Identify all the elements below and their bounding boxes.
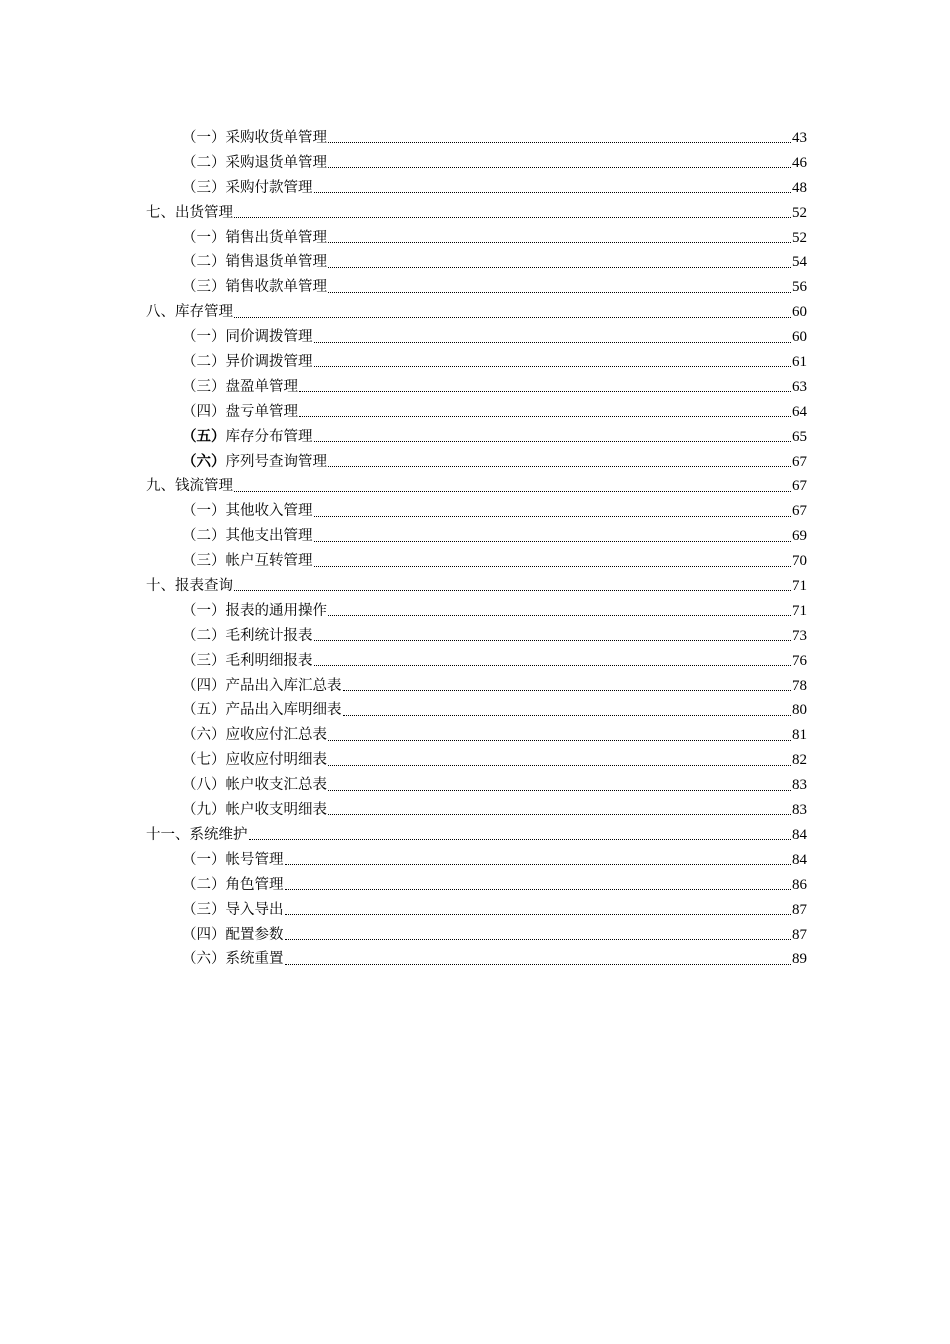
toc-page-number: 84 xyxy=(792,826,807,843)
toc-page-number: 46 xyxy=(792,154,807,171)
toc-section-entry[interactable] xyxy=(146,350,807,375)
toc-entry-title: 序列号查询管理 xyxy=(225,453,327,470)
toc-entry-title: 角色管理 xyxy=(225,876,284,893)
toc-entry-number: （二） xyxy=(182,154,226,171)
toc-dot-leader xyxy=(328,604,791,618)
toc-entry-number: （三） xyxy=(182,901,226,918)
toc-entry-title: 盘亏单管理 xyxy=(225,403,298,420)
toc-chapter-entry[interactable] xyxy=(146,300,807,325)
toc-entry-number: （二） xyxy=(182,528,226,545)
toc-page-number: 61 xyxy=(792,354,807,371)
toc-entry-number: （六） xyxy=(182,951,226,968)
toc-dot-leader xyxy=(249,828,792,842)
toc-page-number: 69 xyxy=(792,528,807,545)
toc-dot-leader xyxy=(285,953,792,967)
toc-section-entry[interactable] xyxy=(146,524,807,549)
toc-dot-leader xyxy=(234,579,791,593)
toc-page-number: 67 xyxy=(792,503,807,520)
toc-page-number: 86 xyxy=(792,876,807,893)
toc-section-entry[interactable] xyxy=(146,873,807,898)
toc-dot-leader xyxy=(314,505,792,519)
toc-section-entry[interactable] xyxy=(146,748,807,773)
toc-page-number: 84 xyxy=(792,851,807,868)
toc-entry-number: （三） xyxy=(182,279,226,296)
toc-page-number: 70 xyxy=(792,553,807,570)
toc-entry-number: （五） xyxy=(182,702,226,719)
toc-dot-leader xyxy=(234,306,791,320)
toc-section-entry[interactable] xyxy=(146,126,807,151)
toc-page-number: 43 xyxy=(792,130,807,146)
toc-section-entry[interactable] xyxy=(146,599,807,624)
toc-section-entry[interactable] xyxy=(146,499,807,524)
toc-entry-title: 销售出货单管理 xyxy=(225,229,327,246)
toc-entry-number: （四） xyxy=(182,403,226,420)
toc-dot-leader xyxy=(234,480,791,494)
toc-dot-leader xyxy=(314,430,792,444)
toc-entry-number: （三） xyxy=(182,179,226,196)
toc-page-number: 60 xyxy=(792,329,807,346)
toc-entry-number: （一） xyxy=(182,602,226,619)
toc-section-entry[interactable] xyxy=(146,400,807,425)
toc-entry-number: （九） xyxy=(182,802,226,819)
toc-entry-number: （一） xyxy=(182,130,226,146)
toc-page-number: 87 xyxy=(792,926,807,943)
toc-entry-number: 八、 xyxy=(146,304,175,321)
toc-dot-leader xyxy=(299,380,791,394)
toc-section-entry[interactable] xyxy=(146,624,807,649)
toc-entry-number: （六） xyxy=(182,452,226,470)
toc-entry-title: 采购退货单管理 xyxy=(225,154,327,171)
toc-entry-number: （三） xyxy=(182,553,226,570)
toc-page-number: 71 xyxy=(792,602,807,619)
toc-page-number: 65 xyxy=(792,428,807,445)
toc-entry-number: 九、 xyxy=(146,478,175,495)
toc-entry-title: 销售退货单管理 xyxy=(225,254,327,271)
toc-section-entry[interactable] xyxy=(146,275,807,300)
toc-entry-title: 毛利统计报表 xyxy=(225,627,313,644)
toc-page-number: 83 xyxy=(792,802,807,819)
toc-entry-title: 盘盈单管理 xyxy=(225,378,298,395)
toc-section-entry[interactable] xyxy=(146,250,807,275)
toc-page-number: 63 xyxy=(792,378,807,395)
toc-section-entry[interactable] xyxy=(146,226,807,251)
toc-entry-number: 十一、 xyxy=(146,826,190,843)
toc-page-number: 82 xyxy=(792,752,807,769)
toc-entry-number: （五） xyxy=(182,427,226,445)
toc-dot-leader xyxy=(285,853,792,867)
toc-section-entry[interactable] xyxy=(146,674,807,699)
toc-entry-title: 出货管理 xyxy=(175,204,233,221)
toc-entry-number: （一） xyxy=(182,329,226,346)
toc-chapter-entry[interactable] xyxy=(146,823,807,848)
toc-entry-title: 帐户互转管理 xyxy=(225,553,313,570)
toc-entry-number: （七） xyxy=(182,752,226,769)
toc-dot-leader xyxy=(328,156,791,170)
toc-dot-leader xyxy=(285,928,792,942)
toc-dot-leader xyxy=(343,679,792,693)
toc-chapter-entry[interactable] xyxy=(146,574,807,599)
toc-dot-leader xyxy=(328,779,791,793)
toc-dot-leader xyxy=(314,555,792,569)
toc-entry-title: 报表的通用操作 xyxy=(225,602,327,619)
toc-dot-leader xyxy=(314,530,792,544)
toc-section-entry[interactable] xyxy=(146,325,807,350)
toc-entry-number: （一） xyxy=(182,229,226,246)
toc-entry-title: 帐户收支汇总表 xyxy=(225,777,327,794)
toc-entry-number: （四） xyxy=(182,926,226,943)
toc-entry-title: 配置参数 xyxy=(225,926,284,943)
toc-section-entry[interactable] xyxy=(146,848,807,873)
toc-chapter-entry[interactable] xyxy=(146,474,807,499)
toc-page-number: 56 xyxy=(792,279,807,296)
toc-dot-leader xyxy=(314,181,792,195)
toc-entry-number: 七、 xyxy=(146,204,175,221)
toc-dot-leader xyxy=(328,729,791,743)
toc-dot-leader xyxy=(234,206,791,220)
toc-chapter-entry[interactable] xyxy=(146,201,807,226)
toc-section-entry[interactable] xyxy=(146,151,807,176)
toc-dot-leader xyxy=(285,878,792,892)
toc-entry-number: （八） xyxy=(182,777,226,794)
toc-page-number: 52 xyxy=(792,229,807,246)
toc-entry-title: 帐号管理 xyxy=(225,851,284,868)
toc-section-entry[interactable] xyxy=(146,898,807,923)
toc-page-number: 78 xyxy=(792,677,807,694)
toc-dot-leader xyxy=(299,405,791,419)
toc-entry-title: 产品出入库汇总表 xyxy=(225,677,342,694)
toc-entry-title: 采购收货单管理 xyxy=(225,130,327,146)
toc-entry-number: （二） xyxy=(182,876,226,893)
toc-entry-number: （三） xyxy=(182,652,226,669)
toc-entry-title: 同价调拨管理 xyxy=(225,329,313,346)
toc-dot-leader xyxy=(314,654,792,668)
toc-entry-title: 应收应付汇总表 xyxy=(225,727,327,744)
toc-entry-number: （二） xyxy=(182,627,226,644)
toc-page-number: 71 xyxy=(792,578,807,595)
toc-dot-leader xyxy=(328,231,791,245)
toc-page-number: 64 xyxy=(792,403,807,420)
toc-entry-title: 报表查询 xyxy=(175,578,233,595)
toc-section-entry[interactable] xyxy=(146,450,807,475)
toc-entry-title: 异价调拨管理 xyxy=(225,354,313,371)
toc-page-number: 67 xyxy=(792,453,807,470)
toc-page-number: 48 xyxy=(792,179,807,196)
toc-section-entry[interactable] xyxy=(146,176,807,201)
toc-section-entry[interactable] xyxy=(146,698,807,723)
toc-entry-title: 应收应付明细表 xyxy=(225,752,327,769)
toc-section-entry[interactable] xyxy=(146,375,807,400)
toc-section-entry[interactable] xyxy=(146,723,807,748)
toc-page-number: 83 xyxy=(792,777,807,794)
toc-page-number: 80 xyxy=(792,702,807,719)
toc-entry-title: 库存管理 xyxy=(175,304,233,321)
toc-entry-title: 导入导出 xyxy=(225,901,284,918)
toc-entry-title: 销售收款单管理 xyxy=(225,279,327,296)
toc-entry-number: （三） xyxy=(182,378,226,395)
toc-page-number: 87 xyxy=(792,901,807,918)
toc-dot-leader xyxy=(314,355,792,369)
toc-entry-number: （二） xyxy=(182,354,226,371)
toc-page-number: 76 xyxy=(792,652,807,669)
toc-entry-title: 库存分布管理 xyxy=(225,428,313,445)
table-of-contents xyxy=(146,126,807,972)
toc-page-number: 73 xyxy=(792,627,807,644)
toc-dot-leader xyxy=(314,629,792,643)
toc-entry-title: 其他支出管理 xyxy=(225,528,313,545)
toc-entry-number: （一） xyxy=(182,851,226,868)
toc-dot-leader xyxy=(328,754,791,768)
toc-section-entry[interactable] xyxy=(146,798,807,823)
toc-section-entry[interactable] xyxy=(146,649,807,674)
toc-section-entry[interactable] xyxy=(146,549,807,574)
toc-entry-number: （二） xyxy=(182,254,226,271)
toc-page-number: 52 xyxy=(792,204,807,221)
toc-dot-leader xyxy=(328,131,791,145)
toc-dot-leader xyxy=(328,256,791,270)
toc-dot-leader xyxy=(328,455,791,469)
toc-dot-leader xyxy=(328,281,791,295)
toc-page-number: 54 xyxy=(792,254,807,271)
toc-entry-title: 产品出入库明细表 xyxy=(225,702,342,719)
toc-entry-number: （一） xyxy=(182,503,226,520)
toc-dot-leader xyxy=(314,331,792,345)
toc-section-entry[interactable] xyxy=(146,923,807,948)
toc-section-entry[interactable] xyxy=(146,773,807,798)
toc-entry-title: 帐户收支明细表 xyxy=(225,802,327,819)
toc-page-number: 89 xyxy=(792,951,807,968)
toc-section-entry[interactable] xyxy=(146,947,807,972)
toc-dot-leader xyxy=(328,803,791,817)
toc-dot-leader xyxy=(285,903,792,917)
toc-entry-number: （六） xyxy=(182,727,226,744)
toc-entry-title: 系统维护 xyxy=(189,826,248,843)
toc-dot-leader xyxy=(343,704,792,718)
toc-page-number: 67 xyxy=(792,478,807,495)
toc-section-entry[interactable] xyxy=(146,425,807,450)
toc-entry-title: 系统重置 xyxy=(225,951,284,968)
toc-entry-number: （四） xyxy=(182,677,226,694)
toc-entry-title: 毛利明细报表 xyxy=(225,652,313,669)
toc-entry-title: 钱流管理 xyxy=(175,478,233,495)
toc-page-number: 60 xyxy=(792,304,807,321)
toc-entry-title: 采购付款管理 xyxy=(225,179,313,196)
toc-entry-title: 其他收入管理 xyxy=(225,503,313,520)
toc-entry-number: 十、 xyxy=(146,578,175,595)
toc-page-number: 81 xyxy=(792,727,807,744)
